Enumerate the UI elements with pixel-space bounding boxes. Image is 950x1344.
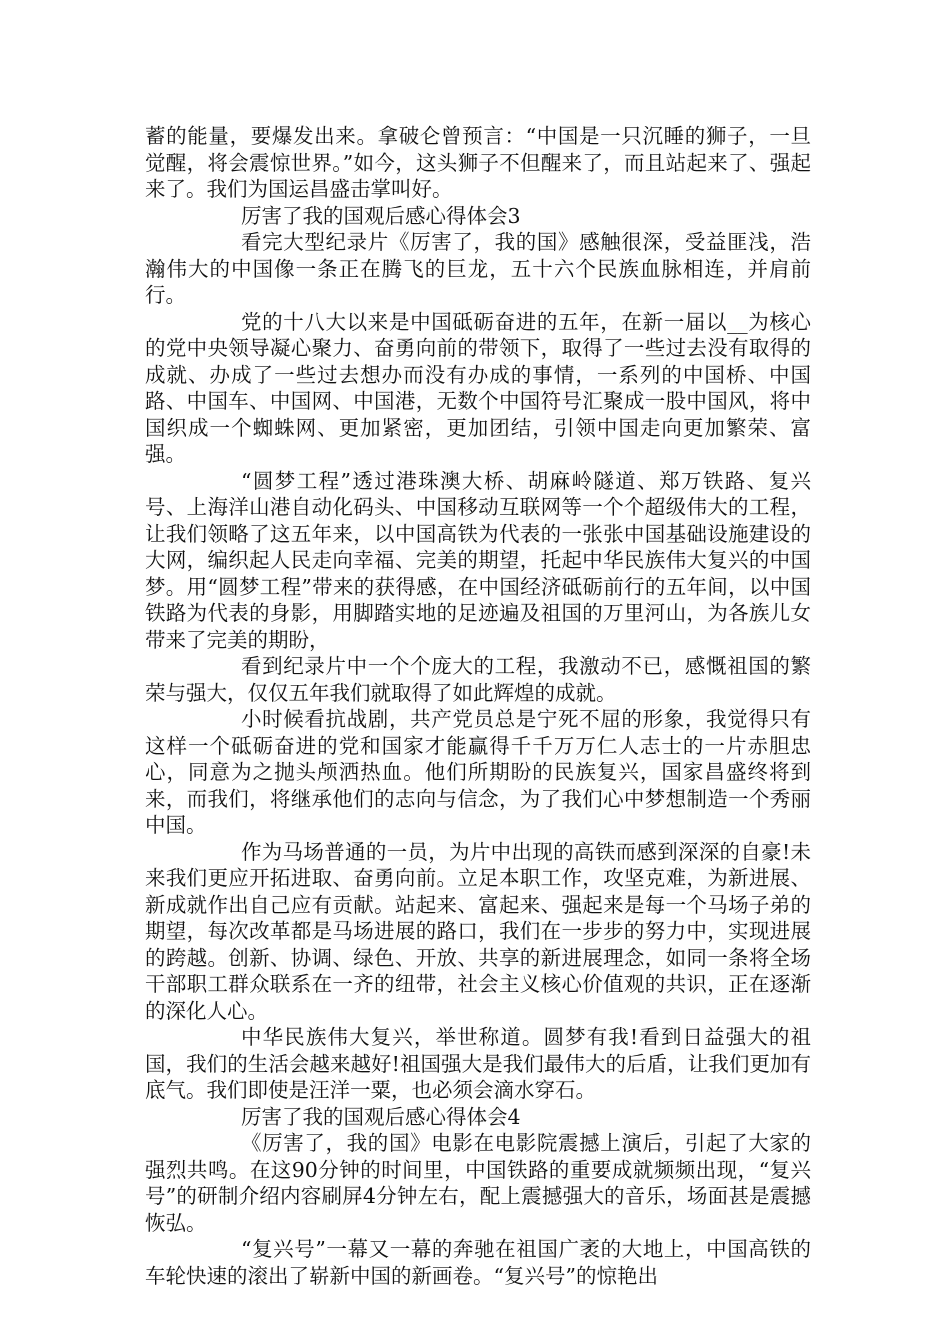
paragraph: 中华民族伟大复兴，举世称道。圆梦有我!看到日益强大的祖国，我们的生活会越来越好!祖国强大是我们最伟大的后盾，让我们更加有底气。我们即使是汪洋一粟，也必须会滴水穿石。 <box>145 1025 811 1102</box>
document-body <box>145 123 811 1289</box>
paragraph: 《厉害了，我的国》电影在电影院震撼上演后，引起了大家的强烈共鸣。在这90分钟的时间里，中国铁路的重要成就频频出现，“复兴号”的研制介绍内容刷屏4分钟左右，配上震撼强大的音乐，场面甚是震撼恢弘。 <box>145 1131 811 1235</box>
section-heading-3: 厉害了我的国观后感心得体会3 <box>241 203 521 228</box>
paragraph: 小时候看抗战剧，共产党员总是宁死不屈的形象，我觉得只有这样一个砥砺奋进的党和国家才能赢得千千万万仁人志士的一片赤胆忠心，同意为之抛头颅洒热血。他们所期盼的民族复兴，国家昌盛终将到来，而我们，将继承他们的志向与信念，为了我们心中梦想制造一个秀丽中国。 <box>145 707 811 837</box>
paragraph-continuation: 蓄的能量，要爆发出来。拿破仑曾预言：“中国是一只沉睡的狮子，一旦觉醒，将会震惊世界。”如今，这头狮子不但醒来了，而且站起来了、强起来了。我们为国运昌盛击掌叫好。 <box>145 124 811 201</box>
paragraph: “复兴号”一幕又一幕的奔驰在祖国广袤的大地上，中国高铁的车轮快速的滚出了崭新中国的新画卷。“复兴号”的惊艳出 <box>145 1237 811 1288</box>
paragraph: 看完大型纪录片《厉害了，我的国》感触很深，受益匪浅，浩瀚伟大的中国像一条正在腾飞的巨龙，五十六个民族血脉相连，并肩前行。 <box>145 230 811 307</box>
paragraph: 看到纪录片中一个个庞大的工程，我激动不已，感慨祖国的繁荣与强大，仅仅五年我们就取得了如此辉煌的成就。 <box>145 654 811 705</box>
paragraph: 作为马场普通的一员，为片中出现的高铁而感到深深的自豪!未来我们更应开拓进取、奋勇向前。立足本职工作，攻坚克难，为新进展、新成就作出自己应有贡献。站起来、富起来、强起来是每一个马场子弟的期望，每次改革都是马场进展的路口，我们在一步步的努力中，实现进展的跨越。创新、协调、绿色、开放、共享的新进展理念，如同一条将全场干部职工群众联系在一齐的纽带，社会主义核心价值观的共识，正在逐渐的深化人心。 <box>145 839 811 1023</box>
section-heading-4: 厉害了我的国观后感心得体会4 <box>241 1104 521 1129</box>
paragraph: “圆梦工程”透过港珠澳大桥、胡麻岭隧道、郑万铁路、复兴号、上海洋山港自动化码头、中国移动互联网等一个个超级伟大的工程，让我们领略了这五年来，以中国高铁为代表的一张张中国基础设施建设的大网，编织起人民走向幸福、完美的期望，托起中华民族伟大复兴的中国梦。用“圆梦工程”带来的获得感，在中国经济砥砺前行的五年间，以中国铁路为代表的身影，用脚踏实地的足迹遍及祖国的万里河山，为各族儿女带来了完美的期盼， <box>145 468 811 652</box>
paragraph: 党的十八大以来是中国砥砺奋进的五年，在新一届以__为核心的党中央领导凝心聚力、奋勇向前的带领下，取得了一些过去没有取得的成就、办成了一些过去想办而没有办成的事情，一系列的中国桥、中国路、中国车、中国网、中国港，无数个中国符号汇聚成一股中国风，将中国织成一个蜘蛛网、更加紧密，更加团结，引领中国走向更加繁荣、富强。 <box>145 309 811 466</box>
